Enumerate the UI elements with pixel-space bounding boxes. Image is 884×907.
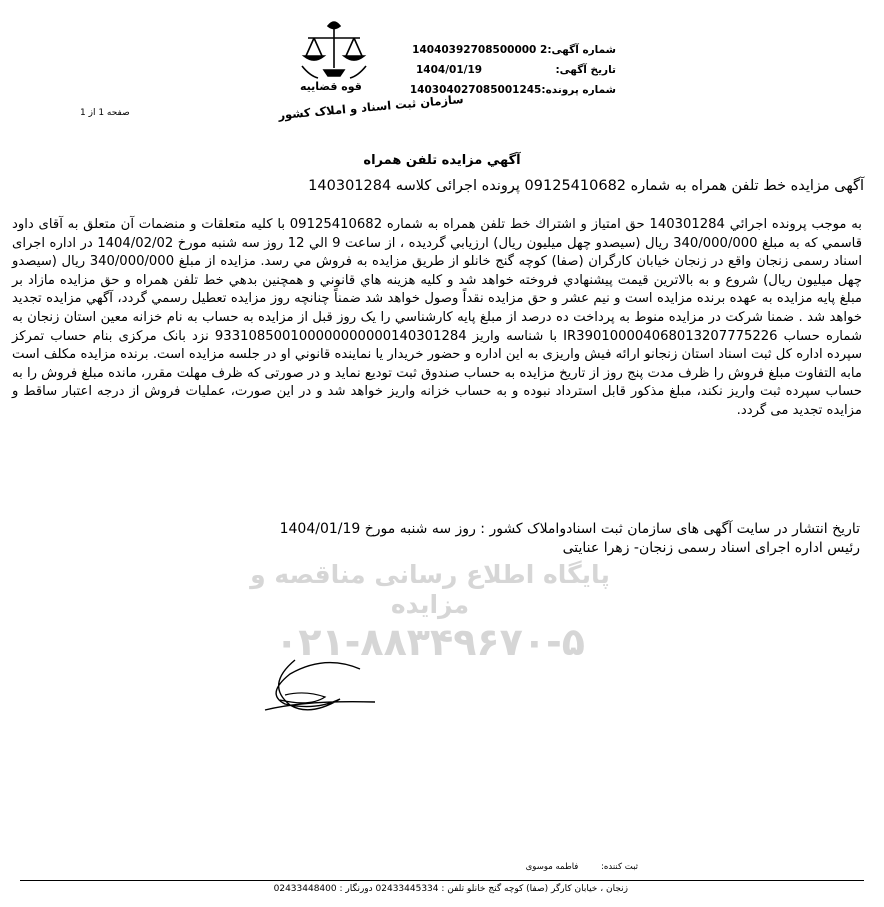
footer-address: زنجان ، خیابان کارگر (صفا) کوچه گنج خانلو تلفن : 02433445334 دورنگار : 02433448400 <box>273 884 628 894</box>
ad-number: 14040392708500000 2 <box>412 44 548 56</box>
signer-line: رئیس اداره اجرای اسناد رسمی زنجان- زهرا عنایتی <box>562 540 860 556</box>
footer-divider <box>20 880 864 881</box>
org-name-registry: سازمان ثبت اسناد و املاک کشور <box>277 91 465 123</box>
ad-date: 1404/01/19 <box>416 64 483 76</box>
registrar-info <box>506 862 638 872</box>
publish-line: تاریخ انتشار در سایت آگهی های سازمان ثبت اسنادواملاک کشور : روز سه شنبه مورخ 1404/01/19 <box>279 521 860 537</box>
notice-body <box>12 216 862 421</box>
ad-date-row <box>416 60 616 80</box>
case-number: 140304027085001245 <box>409 84 542 96</box>
notice-title: آگهي مزايده تلفن همراه <box>363 153 521 168</box>
watermark-text: پایگاه اطلاع رسانی مناقصه و مزایده <box>250 560 610 619</box>
case-number-label: شماره پرونده: <box>541 84 616 96</box>
org-name-judiciary: قوه قضاییه <box>300 80 362 93</box>
publication-notes <box>280 520 860 558</box>
page-number: صفحه 1 از 1 <box>80 108 130 118</box>
notice-subtitle: آگهی مزایده خط تلفن همراه به شماره 09125410682 پرونده اجرائی کلاسه 140301284 <box>308 178 864 194</box>
registrar-name: فاطمه موسوی <box>525 862 579 872</box>
registrar-label: ثبت کننده: <box>601 862 638 872</box>
watermark-phone: ۰۲۱-۸۸۳۴۹۶۷۰-۵ <box>275 620 585 664</box>
body-paragraph: به موجب پرونده اجرائي 140301284 حق امتياز و اشتراك خط تلفن همراه به شماره 09125410682 با كليه متعلقات و منضمات آن متعلق به آقای داود قاسمي كه به مبلغ 340/000/000 ريال (سيصدو چهل ميليون ريال) ارزيابي گرديده ، از ساعت 9 الي 12 روز سه شنبه مورخ 1404/02/02 در اداره اجرای اسناد رسمی زنجان واقع در زنجان خيابان كارگران (صفا) كوچه گنج خانلو از طريق مزايده به فروش مي رسد. مزايده از مبلغ 340/000/000 ريال (سيصدو چهل ميليون ريال) شروع و به بالاترين قيمت پيشنهادي فروخته خواهد شد و كليه هزينه هاي قانوني و همچنين بدهي خط تلفن همراه و حق مزايده مازاد بر مبلغ پايه مزايده به عهده برنده مزايده است و نيم عشر و حق مزايده نقداً وصول خواهد شد ضمناً چنانچه روز مزايده تعطيل رسمي گردد، آگهي مزايده تجديد خواهد شد . ضمنا شركت در مزايده منوط به پرداخت ده درصد از مبلغ پايه كارشناسي را يک روز قبل از مزايده به حساب به نام خزانه معين استان زنجان به شماره حساب IR390100004068013207775226 با شناسه واريز 933108500100000000000140301284 نزد بانک مركزی بنام حساب تمركز سپرده اداره كل ثبت اسناد استان زنجانو ارائه فيش واريزی به اين اداره و حضور خريدار يا نماينده قانوني او در جلسه مزايده است. برنده مزايده مكلف است مابه التفاوت مبلغ فروش را ظرف مدت پنج روز از تاريخ مزايده به حساب صندوق ثبت توديع نمايد و در صورتی كه ظرف مهلت مقرر، مانده مبلغ فروش را به حساب سپرده ثبت واريز نكند، مبلغ مذكور قابل استرداد نبوده و به حساب خزانه واريز خواهد شد و در اين صورت، عمليات فروش از درجه اعتبار ساقط و مزايده تجديد مى گردد. <box>12 217 862 418</box>
ad-number-label: شماره آگهی: <box>547 44 616 56</box>
ad-number-row <box>412 40 616 60</box>
ad-date-label: تاریخ آگهی: <box>555 64 616 76</box>
signature-icon <box>255 640 395 750</box>
header-meta <box>409 40 616 100</box>
